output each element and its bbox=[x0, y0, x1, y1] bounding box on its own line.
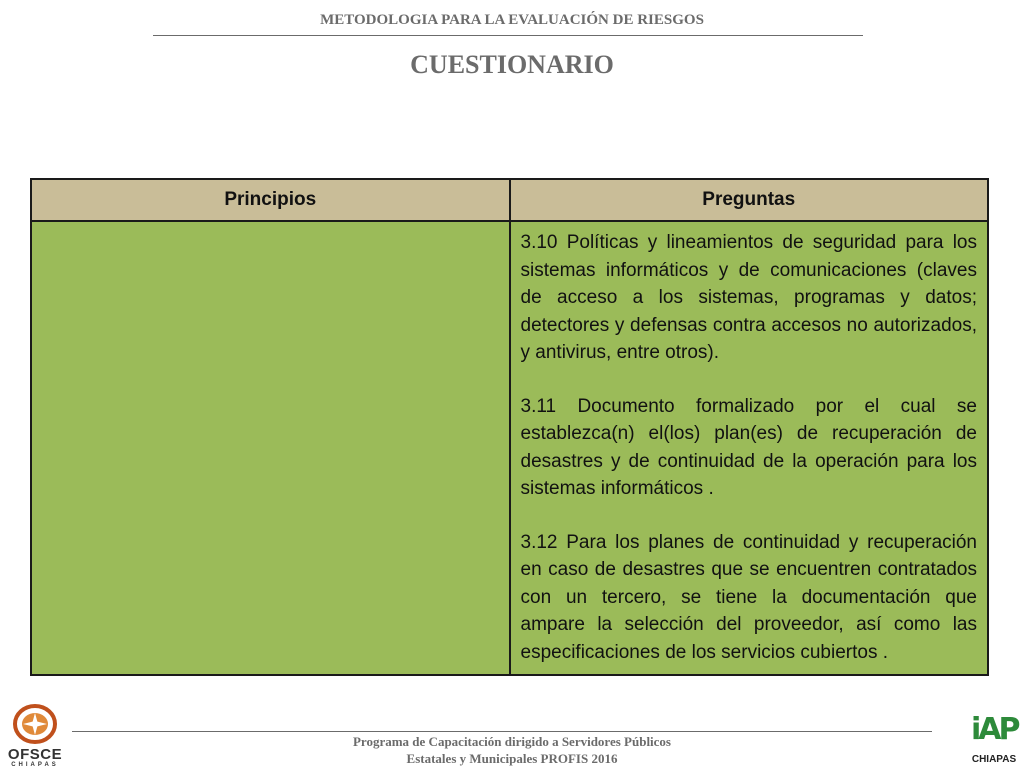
questionnaire-table bbox=[30, 178, 989, 676]
ofsce-logo-subtitle: CHIAPAS bbox=[11, 762, 59, 768]
footer-text bbox=[0, 733, 1024, 767]
table-header-row bbox=[31, 179, 988, 221]
header-divider bbox=[153, 35, 863, 36]
iap-logo-mark: iAP bbox=[971, 712, 1018, 747]
iap-logo bbox=[966, 712, 1022, 768]
slide-title: CUESTIONARIO bbox=[410, 50, 614, 79]
ofsce-logo-name: OFSCE bbox=[7, 746, 63, 763]
question-3-12: 3.12 Para los planes de continuidad y recuperación en caso de desastres que se encuentren contratados con un tercero, se tiene la documentación que ampare la selección del proveedor, así como las especificaciones de los servicios cubiertos . bbox=[520, 531, 977, 663]
footer-line-2: Estatales y Municipales PROFIS 2016 bbox=[406, 751, 618, 766]
column-header-preguntas: Preguntas bbox=[510, 179, 989, 221]
header-title: METODOLOGIA PARA LA EVALUACIÓN DE RIESGOS bbox=[320, 12, 704, 28]
principios-cell bbox=[31, 221, 510, 675]
question-3-11: 3.11 Documento formalizado por el cual se establezca(n) el(los) plan(es) de recuperación de desastres y de continuidad de la operación para los sistemas informáticos . bbox=[520, 395, 977, 499]
column-header-principios: Principios bbox=[31, 179, 510, 221]
iap-logo-subtitle: CHIAPAS bbox=[971, 754, 1017, 765]
question-3-10: 3.10 Políticas y lineamientos de seguridad para los sistemas informáticos y de comunicaciones (claves de acceso a los sistemas, programas y datos; detectores y defensas contra accesos no autorizados, y antivirus, entre otros). bbox=[520, 232, 977, 363]
table-row bbox=[31, 221, 988, 675]
preguntas-cell bbox=[510, 221, 989, 675]
footer-line-1: Programa de Capacitación dirigido a Servidores Públicos bbox=[352, 734, 671, 749]
footer-divider bbox=[72, 731, 932, 732]
